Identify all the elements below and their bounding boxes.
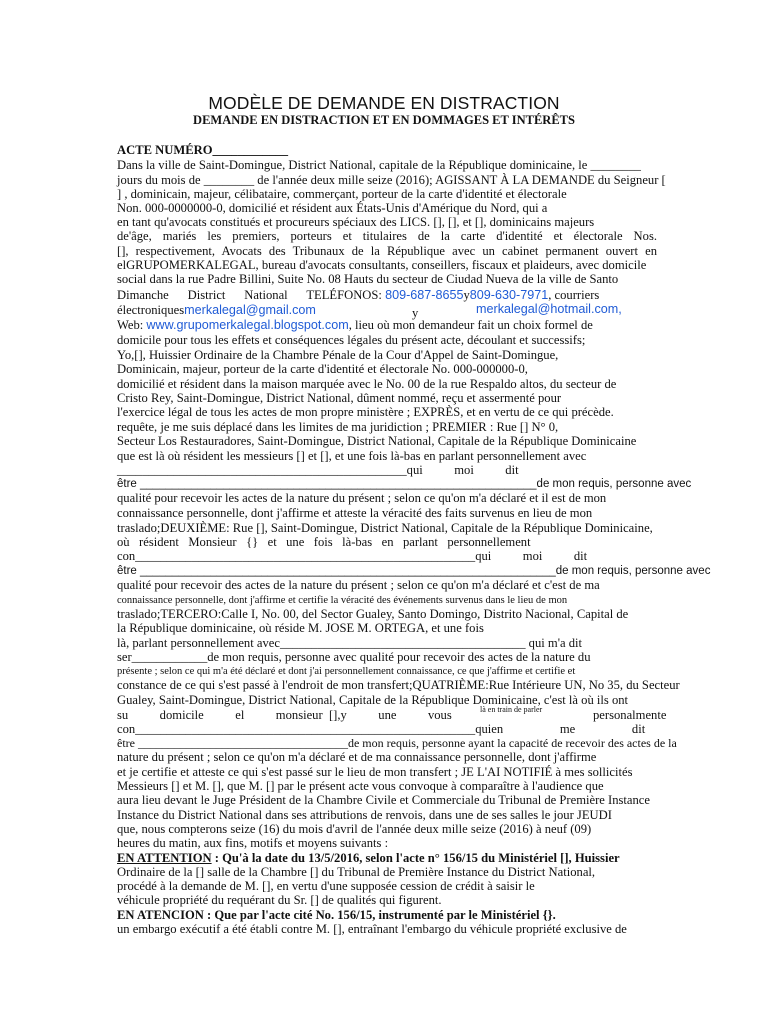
- paragraph-line: Gualey, Saint-Domingue, District National, Capitale de la République Dominicaine, c'est là où ils ont: [117, 693, 629, 707]
- web-tail: , lieu où mon demandeur fait un choix formel de: [348, 318, 593, 332]
- paragraph-line: de'âge, mariés les premiers, porteurs et titulaires de la carte d'identité et électorale Nos.: [117, 229, 657, 243]
- paragraph-line: Dans la ville de Saint-Domingue, District National, capitale de la République dominicaine, le ________: [117, 158, 641, 172]
- document-title: MODÈLE DE DEMANDE EN DISTRACTION: [208, 93, 560, 113]
- paragraph-line: qualité pour recevoir les actes de la nature du présent ; selon ce qu'on m'a déclaré et il est de mon: [117, 491, 607, 505]
- paragraph-line: connaissance personnelle, dont j'affirme et certifie la véracité des événements survenus dans le lieu de mon: [117, 595, 568, 606]
- paragraph-line: constance de ce qui s'est passé à l'endroit de mon transfert;QUATRIÈME:Rue Intérieure UN, No 35, du Secteur: [117, 678, 680, 692]
- paragraph-line: là, parlant personnellement avec_______________________________________ qui m'a dit: [117, 636, 583, 650]
- paragraph-line: présente ; selon ce qui m'a été déclaré et dont j'ai personnellement connaissance, ce que j'affirme et certifie et: [117, 666, 576, 677]
- paragraph-line: Ordinaire de la [] salle de la Chambre [] du Tribunal de Première Instance du District National,: [117, 865, 596, 879]
- paragraph-line: Dominicain, majeur, porteur de la carte d'identité et électorale No. 000-000000-0,: [117, 362, 528, 376]
- paragraph-line: personalmente: [593, 708, 667, 722]
- paragraph-line: Secteur Los Restauradores, Saint-Domingue, District National, Capitale de la République Dominicaine: [117, 434, 637, 448]
- web-label: Web:: [117, 318, 144, 332]
- phone-link-2[interactable]: 809-630-7971: [469, 288, 549, 302]
- paragraph-line: traslado;TERCERO:Calle I, No. 00, del Sector Gualey, Santo Domingo, Distrito Nacional, Capital de: [117, 607, 629, 621]
- paragraph-line: que est là où résident les messieurs [] et [], et une fois là-bas en parlant personnellement avec: [117, 449, 587, 463]
- paragraph-line: être _________________________________________________________________de mon requis, personne avec: [117, 565, 711, 577]
- paragraph-line: Messieurs [] et M. [], que M. [] par le présent acte vous convoque à comparaître à l'audience que: [117, 779, 604, 793]
- paragraph-line: jours du mois de ________ de l'année deux mille seize (2016); AGISSANT À LA DEMANDE du Seigneur [: [117, 173, 666, 187]
- paragraph-line: domicile pour tous les effets et conséquences légales du présent acte, découlant et successifs;: [117, 333, 586, 347]
- phones-line: [117, 288, 657, 303]
- paragraph-line: connaissance personnelle, dont j'affirme et atteste la véracité des faits survenus en lieu de mon: [117, 506, 593, 520]
- paragraph-line: con______________________________________________________qui moi dit: [117, 549, 588, 563]
- email-link-1[interactable]: merkalegal@gmail.com: [184, 303, 316, 317]
- attention-line-1: [117, 851, 657, 866]
- paragraph-line: su domicile el monsieur [],y une vous: [117, 708, 452, 722]
- paragraph-line: que, nous compterons seize (16) du mois d'avril de l'année deux mille seize (2016) à neuf (09): [117, 822, 592, 836]
- paragraph-line: être ______________________________________________________________de mon requis, personne avec: [117, 478, 692, 490]
- paragraph-note: là en train de parler: [480, 705, 543, 714]
- paragraph-line: Instance du District National dans ses attributions de renvois, dans une de ses salles le jour JEUDI: [117, 808, 612, 822]
- phone-separator: y: [463, 288, 470, 302]
- document-subtitle: DEMANDE EN DISTRACTION ET EN DOMMAGES ET INTÉRÊTS: [193, 113, 575, 127]
- paragraph-line: traslado;DEUXIÈME: Rue [], Saint-Domingue, District National, Capitale de la République Dominicaine,: [117, 521, 653, 535]
- phone-link-1[interactable]: 809-687-8655: [385, 288, 464, 302]
- paragraph-line: Cristo Rey, Saint-Domingue, District National, dûment nommé, reçu et assermenté pour: [117, 391, 562, 405]
- paragraph-line: qualité pour recevoir des actes de la nature du présent ; selon ce qu'on m'a déclaré et c'est de ma: [117, 578, 600, 592]
- paragraph-line: aura lieu devant le Juge Président de la Chambre Civile et Commerciale du Tribunal de Première Instance: [117, 793, 650, 807]
- electroniques-text: électroniques: [117, 303, 185, 317]
- paragraph-line: la République dominicaine, où réside M. JOSE M. ORTEGA, et une fois: [117, 621, 484, 635]
- attention-text: : Qu'à la date du 13/5/2016, selon l'acte n° 156/15 du Ministériel [], Huissier: [211, 851, 620, 865]
- dimanche-text: Dimanche District National TELÉFONOS:: [117, 288, 382, 302]
- paragraph-line: domicilié et résident dans la maison marquée avec le No. 00 de la rue Respaldo altos, du secteur de: [117, 377, 617, 391]
- paragraph-line: où résident Monsieur {} et une fois là-bas en parlant personnellement: [117, 535, 531, 549]
- paragraph-line: con______________________________________________________quien me dit: [117, 722, 646, 736]
- attention-label: EN ATTENTION: [117, 851, 212, 865]
- paragraph-line: et je certifie et atteste ce qui s'est passé sur le lieu de mon transfert ; JE L'AI NOTIFIÉ à mes sollicités: [117, 765, 633, 779]
- paragraph-line: Non. 000-0000000-0, domicilié et résident aux États-Unis d'Amérique du Nord, qui a: [117, 201, 548, 215]
- acte-numero: ACTE NUMÉRO____________: [117, 143, 289, 157]
- paragraph-line: en tant qu'avocats constitués et procureurs spéciaux des LICS. [], [], et [], dominicains majeurs: [117, 215, 595, 229]
- paragraph-line: [], respectivement, Avocats des Tribunaux de la République avec un cabinet permanent ouvert en: [117, 244, 657, 258]
- paragraph-line: heures du matin, aux fins, motifs et moyens suivants :: [117, 836, 389, 850]
- courriers-text: , courriers: [548, 288, 600, 302]
- paragraph-line: un embargo exécutif a été établi contre M. [], entraînant l'embargo du véhicule propriété exclusive de: [117, 922, 627, 936]
- paragraph-line: Yo,[], Huissier Ordinaire de la Chambre Pénale de la Cour d'Appel de Saint-Domingue,: [117, 348, 559, 362]
- paragraph-line: elGRUPOMERKALEGAL, bureau d'avocats consultants, conseillers, fiscaux et plaideurs, avec domicile: [117, 258, 647, 272]
- email-link-2[interactable]: merkalegal@hotmail.com,: [476, 302, 622, 316]
- paragraph-line: ______________________________________________qui moi dit: [117, 463, 519, 477]
- attention-line-2: EN ATENCION : Que par l'acte cité No. 156/15, instrumenté par le Ministériel {}.: [117, 908, 556, 922]
- paragraph-line: procédé à la demande de M. [], en vertu d'une supposée cession de crédit à saisir le: [117, 879, 535, 893]
- paragraph-line: véhicule propriété du requérant du Sr. [] de qualités qui figurent.: [117, 893, 442, 907]
- paragraph-line: ser____________de mon requis, personne avec qualité pour recevoir des actes de la nature du: [117, 650, 591, 664]
- paragraph-line: l'exercice légal de tous les actes de mon propre ministère ; EXPRÈS, et en vertu de ce qui précède.: [117, 405, 614, 419]
- email-and: y: [412, 306, 419, 320]
- paragraph-line: être ___________________________________de mon requis, personne ayant la capacité de recevoir des actes de la: [117, 736, 677, 750]
- web-link[interactable]: www.grupomerkalegal.blogspot.com: [146, 318, 349, 332]
- paragraph-line: requête, je me suis déplacé dans les limites de ma juridiction ; PREMIER : Rue [] N° 0,: [117, 420, 559, 434]
- paragraph-line: ] , dominicain, majeur, célibataire, commerçant, porteur de la carte d'identité et électorale: [117, 187, 567, 201]
- paragraph-line: social dans la rue Padre Billini, Suite No. 08 Hauts du secteur de Ciudad Nueva de la ville de Santo: [117, 272, 619, 286]
- web-line: [117, 318, 657, 333]
- paragraph-line: nature du présent ; selon ce qu'on m'a déclaré et de ma connaissance personnelle, dont j'affirme: [117, 750, 597, 764]
